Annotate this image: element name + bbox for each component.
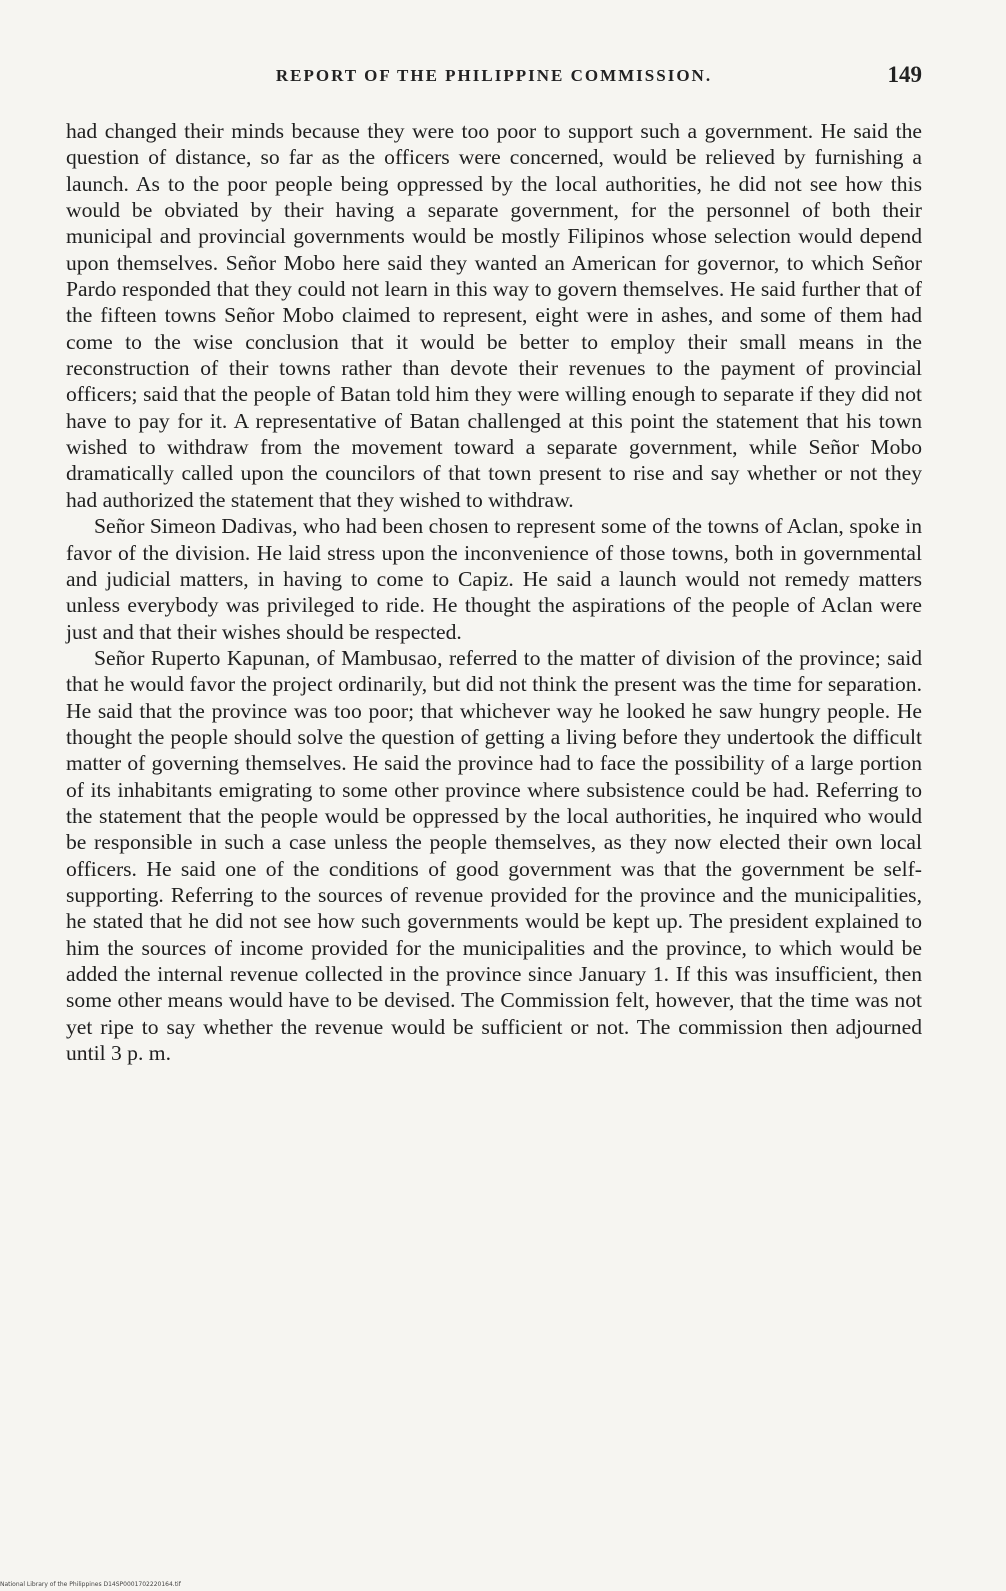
body-text (66, 118, 922, 1066)
paragraph-1: had changed their minds because they were too poor to support such a government. He said the question of distance, so far as the officers were concerned, would be relieved by furnishing a launch. As to the poor people being oppressed by the local authorities, he did not see how this would be obviated by their having a separate government, for the personnel of both their municipal and provincial governments would be mostly Filipinos whose selection would depend upon themselves. Señor Mobo here said they wanted an American for governor, to which Señor Pardo responded that they could not learn in this way to govern themselves. He said further that of the fifteen towns Señor Mobo claimed to represent, eight were in ashes, and some of them had come to the wise conclusion that it would be better to employ their small means in the reconstruction of their towns rather than devote their revenues to the payment of provincial officers; said that the people of Batan told him they were willing enough to separate if they did not have to pay for it. A representative of Batan challenged at this point the statement that his town wished to withdraw from the movement toward a separate government, while Señor Mobo dramatically called upon the councilors of that town present to rise and say whether or not they had authorized the statement that they wished to withdraw. (66, 119, 922, 512)
paragraph-2: Señor Simeon Dadivas, who had been chosen to represent some of the towns of Aclan, spoke in favor of the division. He laid stress upon the inconvenience of those towns, both in governmental and judicial matters, in having to come to Capiz. He said a launch would not remedy matters unless everybody was privileged to ride. He thought the aspirations of the people of Aclan were just and that their wishes should be respected. (66, 514, 922, 644)
running-title: REPORT OF THE PHILIPPINE COMMISSION. (275, 66, 713, 85)
page-header (66, 62, 922, 94)
scan-footer: National Library of the Philippines D14SP0001702220164.tif (0, 1581, 181, 1588)
page-number: 149 (887, 62, 922, 87)
paragraph-3: Señor Ruperto Kapunan, of Mambusao, referred to the matter of division of the province; said that he would favor the project ordinarily, but did not think the present was the time for separation. He said that the province was too poor; that whichever way he looked he saw hungry people. He thought the people should solve the question of getting a living before they undertook the difficult matter of governing themselves. He said the province had to face the possibility of a large portion of its inhabitants emigrating to some other province where subsistence could be had. Referring to the statement that the people would be oppressed by the local authorities, he inquired who would be responsible in such a case unless the people themselves, as they now elected their own local officers. He said one of the conditions of good government was that the government be self-supporting. Referring to the sources of revenue provided for the province and the municipalities, he stated that he did not see how such governments would be kept up. The president explained to him the sources of income provided for the municipalities and the province, to which would be added the internal revenue collected in the province since January 1. If this was insufficient, then some other means would have to be devised. The Commission felt, however, that the time was not yet ripe to say whether the revenue would be sufficient or not. The commission then adjourned until 3 p. m. (66, 645, 922, 1066)
